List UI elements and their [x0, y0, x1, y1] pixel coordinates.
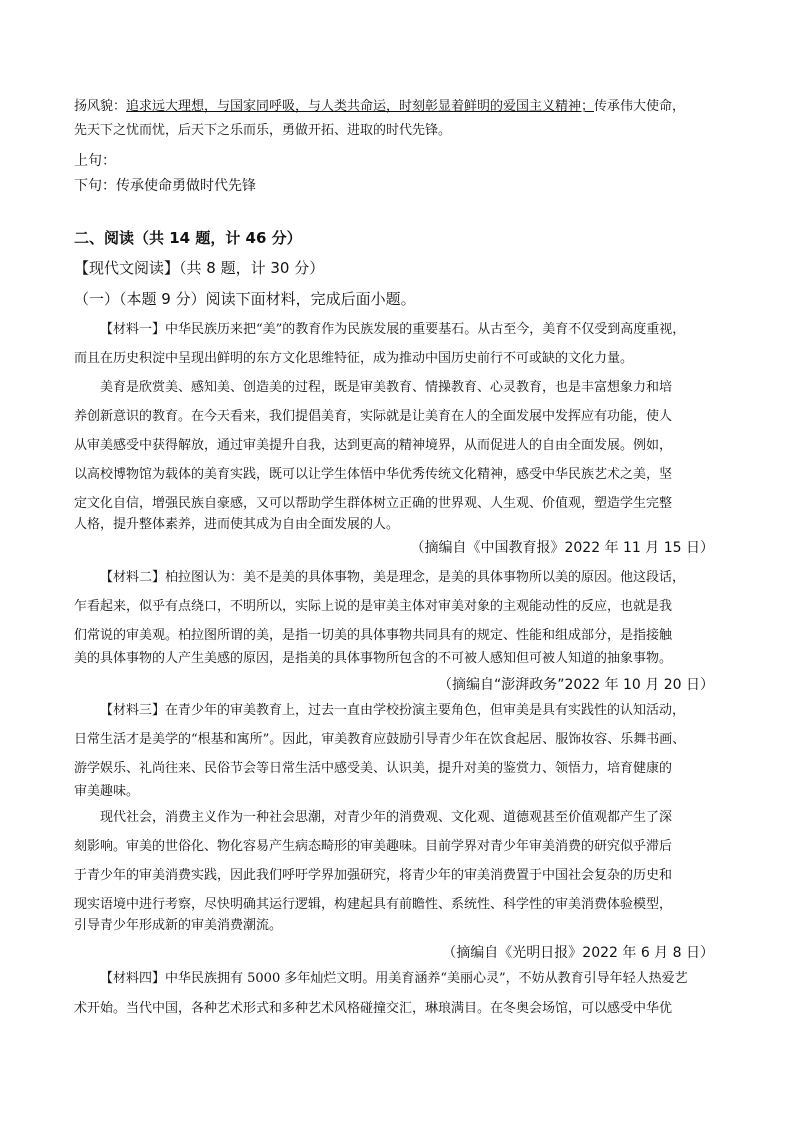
answer-prefix: 扬风貌：: [74, 99, 127, 114]
material-three-source: （摘编自《光明日报》2022 年 6 月 8 日）: [442, 945, 714, 961]
answer-line-1: [74, 98, 734, 116]
material-one-line: 养创新意识的教育。在今天看来，我们提倡美育，实际就是让美育在人的全面发展中发挥应有功能，使人: [74, 409, 673, 424]
material-one-line: 美育是欣赏美、感知美、创造美的过程，既是审美教育、情操教育、心灵教育，也是丰富想象力和培: [100, 380, 673, 395]
answer-line-2: 先天下之忧而忧，后天下之乐而乐，勇做开拓、进取的时代先锋。: [74, 123, 452, 138]
material-one-line: 人格，提升整体素养，进而使其成为自由全面发展的人。: [74, 517, 400, 532]
modern-reading-heading: 【现代文阅读】（共 8 题，计 30 分）: [74, 259, 325, 277]
material-one-line: 从审美感受中获得解放，通过审美提升自我，达到更高的精神境界，从而促进人的自由全面发展。例如，: [74, 438, 673, 453]
part-one-heading: （一）（本题 9 分）阅读下面材料，完成后面小题。: [74, 290, 416, 308]
material-four-line: 【材料四】中华民族拥有 5000 多年灿烂文明。用美育涵养“美丽心灵”，不妨从教育引导年轻人热爱艺: [100, 971, 688, 986]
answer-underlined-text: 追求远大理想，与国家同呼吸，与人类共命运，时刻彰显着鲜明的爱国主义精神；: [126, 99, 595, 114]
material-two-source: （摘编自“澎湃政务”2022 年 10 月 20 日）: [437, 677, 714, 693]
material-four-line: 术开始。当代中国，各种艺术形式和多种艺术风格碰撞交汇，琳琅满目。在冬奥会场馆，可以感受中华优: [74, 1001, 673, 1016]
material-one-line: 而且在历史积淀中呈现出鲜明的东方文化思维特征，成为推动中国历史前行不可或缺的文化力量。: [74, 351, 634, 366]
material-three-line: 审美趣味。: [74, 784, 140, 799]
material-three-line: 【材料三】在青少年的审美教育上，过去一直由学校扮演主要角色，但审美是具有实践性的认知活动，: [100, 703, 686, 718]
section-heading: 二、阅读（共 14 题，计 46 分）: [74, 229, 302, 247]
material-three-line: 日常生活才是美学的“根基和寓所”。因此，审美教育应鼓励引导青少年在饮食起居、服饰妆容、乐舞书画、: [74, 732, 686, 747]
material-two-line: 【材料二】柏拉图认为：美不是美的具体事物，美是理念，是美的具体事物所以美的原因。他这段话，: [100, 570, 686, 585]
material-three-line: 于青少年的审美消费实践，因此我们呼吁学界加强研究，将青少年的审美消费置于中国社会复杂的历史和: [74, 868, 673, 883]
material-three-line: 现代社会，消费主义作为一种社会思潮，对青少年的消费观、文化观、道德观甚至价值观都产生了深: [100, 810, 673, 825]
material-two-line: 们常说的审美观。柏拉图所谓的美，是指一切美的具体事物共同具有的规定、性能和组成部分，是指接触: [74, 628, 673, 643]
material-one-line: 定文化自信，增强民族自豪感，又可以帮助学生群体树立正确的世界观、人生观、价值观，塑造学生完整: [74, 496, 673, 511]
answer-suffix: 传承伟大使命，: [594, 99, 686, 114]
material-one-source: （摘编自《中国教育报》2022 年 11 月 15 日）: [410, 540, 714, 556]
material-three-line: 现实语境中进行考察，尽快明确其运行逻辑，构建起具有前瞻性、系统性、科学性的审美消费体验模型，: [74, 897, 673, 912]
material-one-line: 以高校博物馆为载体的美育实践，既可以让学生体悟中华优秀传统文化精神，感受中华民族艺术之美，坚: [74, 467, 673, 482]
lower-line: 下句：传承使命勇做时代先锋: [74, 178, 256, 194]
material-three-line: 游学娱乐、礼尚往来、民俗节会等日常生活中感受美、认识美，提升对美的鉴赏力、领悟力，培育健康的: [74, 761, 673, 776]
material-two-line: 美的具体事物的人产生美感的原因，是指美的具体事物所包含的不可被人感知但可被人知道的抽象事物。: [74, 651, 673, 666]
material-one-line: 【材料一】中华民族历来把“美”的教育作为民族发展的重要基石。从古至今，美育不仅受到高度重视，: [100, 322, 686, 337]
material-three-line: 刻影响。审美的世俗化、物化容易产生病态畸形的审美趣味。目前学界对青少年审美消费的研究似乎滞后: [74, 839, 673, 854]
material-two-line: 乍看起来，似乎有点绕口，不明所以，实际上说的是审美主体对审美对象的主观能动性的反应，也就是我: [74, 599, 673, 614]
material-three-line: 引导青少年形成新的审美消费潮流。: [74, 918, 283, 933]
upper-line: 上句：: [74, 153, 116, 169]
